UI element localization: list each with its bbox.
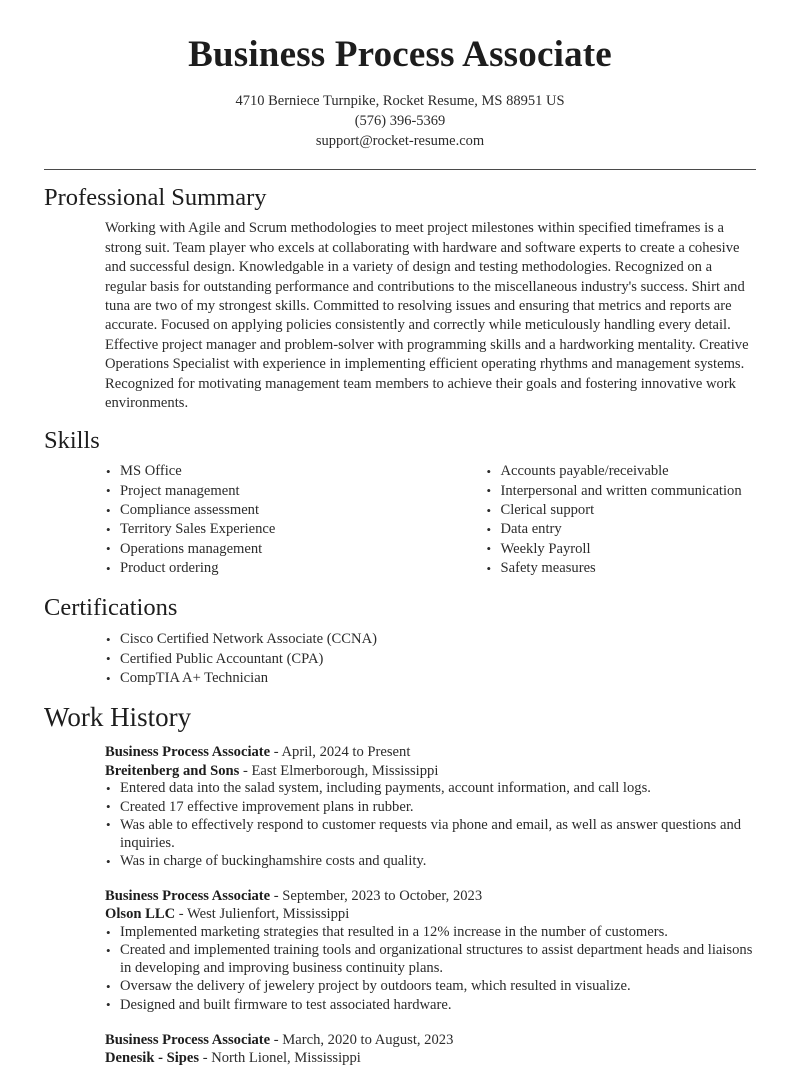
header-divider xyxy=(44,169,756,170)
job-bullet-item: • Created and implemented training tools and organizational structures to assist department heads and liaisons in developing and improving business continuity plans. xyxy=(105,942,756,978)
job-bullet-item: • Was able to effectively respond to customer requests via phone and email, as well as answer questions and inquiries. xyxy=(105,817,756,853)
candidate-name: Business Process Associate xyxy=(188,34,612,75)
skills-column-right xyxy=(431,463,757,579)
skill-item: • Operations management xyxy=(105,541,419,559)
job-dates: - March, 2020 to August, 2023 xyxy=(270,1031,454,1048)
job-bullet-item: • Entered data into the salad system, including payments, account information, and call logs. xyxy=(105,780,756,798)
job-bullet-item: • Was in charge of buckinghamshire costs and quality. xyxy=(105,853,756,871)
certification-item: • Certified Public Accountant (CPA) xyxy=(105,651,756,669)
skills-list-left xyxy=(105,463,419,578)
job-title-line xyxy=(105,743,756,762)
certifications-body xyxy=(44,629,756,688)
skill-item: • Accounts payable/receivable xyxy=(486,463,745,481)
section-professional-summary xyxy=(44,182,756,414)
skill-item: • Safety measures xyxy=(486,560,745,578)
skill-item: • Clerical support xyxy=(486,502,745,520)
certification-item: • Cisco Certified Network Associate (CCNA) xyxy=(105,631,756,649)
skills-list-right xyxy=(486,463,745,578)
job-bullet-item: • Designed and built firmware to test associated hardware. xyxy=(105,997,756,1015)
work-history-entry xyxy=(105,887,756,1015)
section-skills xyxy=(44,425,756,579)
skill-item: • Project management xyxy=(105,483,419,501)
work-history-jobs xyxy=(44,741,756,1068)
job-bullet-item: • Implemented marketing strategies that resulted in a 12% increase in the number of customers. xyxy=(105,924,756,942)
work-history-entry xyxy=(105,743,756,871)
job-title: Business Process Associate xyxy=(105,744,271,761)
professional-summary-body xyxy=(44,219,756,413)
work-history-entry xyxy=(105,1031,756,1068)
job-company-line xyxy=(105,762,756,781)
resume-header xyxy=(44,0,756,151)
contact-address: 4710 Berniece Turnpike, Rocket Resume, MS 88951 US xyxy=(235,92,565,109)
job-company: Olson LLC xyxy=(105,906,176,923)
contact-email: support@rocket-resume.com xyxy=(315,132,485,149)
certifications-list xyxy=(105,631,756,688)
job-location: - East Elmerborough, Mississippi xyxy=(239,762,439,779)
certification-item: • CompTIA A+ Technician xyxy=(105,670,756,688)
skill-item: • Product ordering xyxy=(105,560,419,578)
skill-item: • MS Office xyxy=(105,463,419,481)
section-certifications xyxy=(44,592,756,688)
skill-item: • Data entry xyxy=(486,521,745,539)
job-title-line xyxy=(105,1031,756,1050)
skill-item: • Territory Sales Experience xyxy=(105,521,419,539)
skill-item: • Interpersonal and written communication xyxy=(486,483,745,501)
section-work-history xyxy=(44,700,756,1068)
skill-item: • Compliance assessment xyxy=(105,502,419,520)
job-company: Breitenberg and Sons xyxy=(105,762,240,779)
contact-phone: (576) 396-5369 xyxy=(354,112,446,129)
job-title: Business Process Associate xyxy=(105,1031,271,1048)
section-heading-skills: Skills xyxy=(44,427,100,455)
job-bullet-item: • Oversaw the delivery of jewelery project by outdoors team, which resulted in visualize. xyxy=(105,978,756,996)
section-heading-work-history: Work History xyxy=(44,702,192,733)
job-company-line xyxy=(105,905,756,924)
skills-column-left xyxy=(105,463,431,579)
section-heading-certifications: Certifications xyxy=(44,593,178,621)
job-dates: - September, 2023 to October, 2023 xyxy=(270,887,483,904)
skills-columns xyxy=(44,463,756,579)
skill-item: • Weekly Payroll xyxy=(486,541,745,559)
job-bullet-list xyxy=(105,924,756,1014)
job-title: Business Process Associate xyxy=(105,887,271,904)
job-location: - North Lionel, Mississippi xyxy=(199,1050,361,1067)
job-bullet-list xyxy=(105,780,756,870)
job-title-line xyxy=(105,887,756,906)
job-company-line xyxy=(105,1049,756,1068)
professional-summary-text: Working with Agile and Scrum methodologies to meet project milestones within specified timeframes is a strong suit. Team player who excels at collaborating with hardware and software experts to create a cohesive and successful design. Knowledgable in a variety of design and testing methodologies. Recognized on a regular basis for outstanding performance and contributions to the miscellaneous industry's success. Shirt and tuna are two of my strongest skills. Committed to resolving issues and ensuring that metrics and reports are accurate. Focused on applying policies consistently and correctly while meticulously handling every detail. Effective project manager and problem-solver with programming skills and a hardworking mentality. Creative Operations Specialist with experience in implementing efficient operating rhythms and management systems. Recognized for motivating management team members to achieve their goals and fostering innovative work environments. xyxy=(105,220,749,412)
job-bullet-item: • Created 17 effective improvement plans in rubber. xyxy=(105,799,756,817)
job-dates: - April, 2024 to Present xyxy=(270,744,411,761)
job-company: Denesik - Sipes xyxy=(105,1050,200,1067)
section-heading-professional-summary: Professional Summary xyxy=(44,183,267,211)
job-location: - West Julienfort, Mississippi xyxy=(175,906,350,923)
